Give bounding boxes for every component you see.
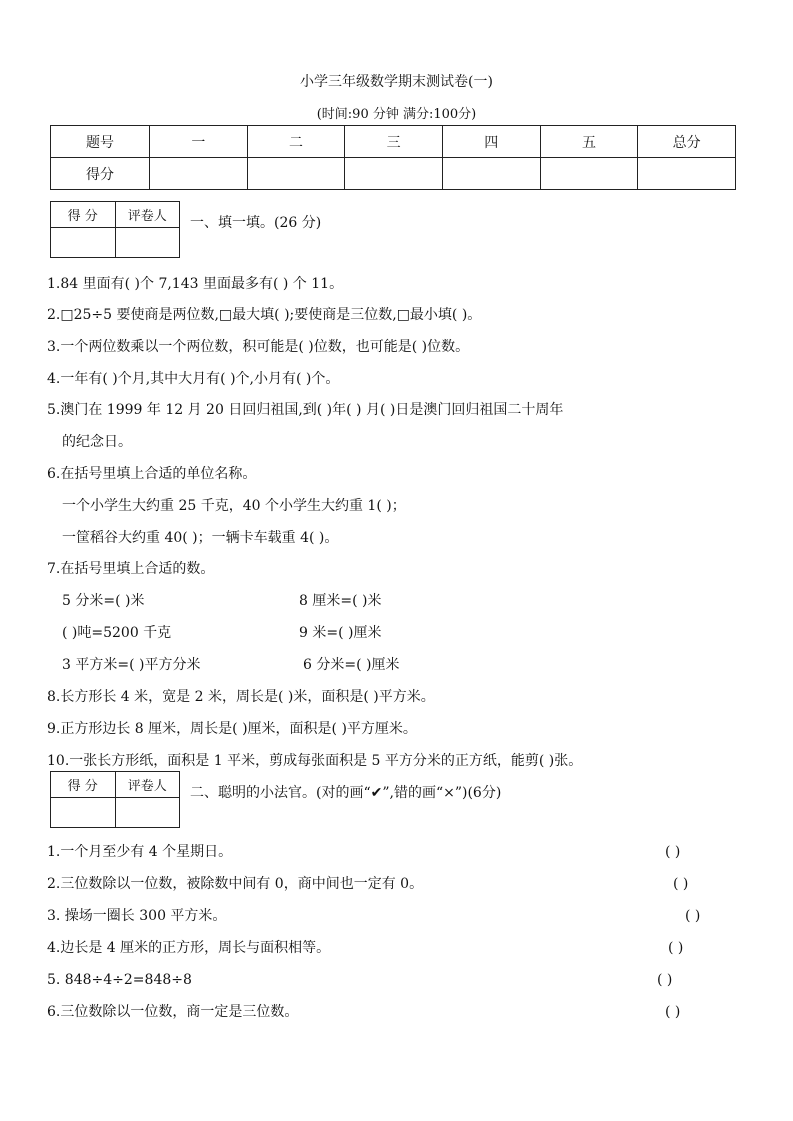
grader-name-label: 评卷人 bbox=[115, 202, 180, 228]
section-2-title: 二、聪明的小法官。(对的画“✔”,错的画“×”)(6分) bbox=[190, 785, 502, 801]
question-line: 2.□25÷5 要使商是两位数,□最大填( );要使商是三位数,□最小填( )。 bbox=[47, 307, 482, 323]
score-cell[interactable] bbox=[638, 158, 736, 190]
question-line: 一个小学生大约重 25 千克，40 个小学生大约重 1( )； bbox=[62, 498, 406, 514]
score-cell[interactable] bbox=[345, 158, 443, 190]
answer-paren[interactable]: ( ) bbox=[657, 972, 673, 988]
score-table-header: 一 bbox=[150, 126, 248, 158]
judge-item: 6.三位数除以一位数，商一定是三位数。 bbox=[47, 1004, 299, 1020]
grader-box-2 bbox=[50, 771, 180, 828]
judge-item: 1.一个月至少有 4 个星期日。 bbox=[47, 844, 233, 860]
score-table-header: 总分 bbox=[638, 126, 736, 158]
score-cell[interactable] bbox=[540, 158, 638, 190]
question-line: 4.一年有( )个月,其中大月有( )个,小月有( )个。 bbox=[47, 371, 340, 387]
question-line: 一筐稻谷大约重 40( )；一辆卡车载重 4( )。 bbox=[62, 530, 339, 546]
grader-name-cell[interactable] bbox=[115, 798, 180, 828]
page-title: 小学三年级数学期末测试卷(一) bbox=[300, 74, 493, 90]
question-line: 9.正方形边长 8 厘米，周长是( )厘米，面积是( )平方厘米。 bbox=[47, 721, 417, 737]
score-table-header-row bbox=[51, 126, 736, 158]
judge-item: 2.三位数除以一位数，被除数中间有 0，商中间也一定有 0。 bbox=[47, 876, 424, 892]
question-line: 1.84 里面有( )个 7,143 里面最多有( ) 个 11。 bbox=[47, 276, 344, 292]
judge-item: 4.边长是 4 厘米的正方形，周长与面积相等。 bbox=[47, 940, 331, 956]
score-table-header: 四 bbox=[442, 126, 540, 158]
judge-item: 5. 848÷4÷2=848÷8 bbox=[47, 972, 192, 988]
grader-score-label: 得 分 bbox=[51, 772, 116, 798]
answer-paren[interactable]: ( ) bbox=[668, 940, 684, 956]
conversion-item: 3 平方米=( )平方分米 bbox=[62, 657, 201, 673]
grader-name-cell[interactable] bbox=[115, 228, 180, 258]
judge-item: 3. 操场一圈长 300 平方米。 bbox=[47, 908, 227, 924]
score-table-header: 三 bbox=[345, 126, 443, 158]
score-table-header: 二 bbox=[247, 126, 345, 158]
question-line: 6.在括号里填上合适的单位名称。 bbox=[47, 466, 257, 482]
score-table-header: 题号 bbox=[51, 126, 150, 158]
grader-score-cell[interactable] bbox=[51, 798, 116, 828]
score-cell[interactable] bbox=[442, 158, 540, 190]
conversion-item: 8 厘米=( )米 bbox=[299, 593, 382, 609]
question-line: 8.长方形长 4 米，宽是 2 米，周长是( )米，面积是( )平方米。 bbox=[47, 689, 435, 705]
grader-score-label: 得 分 bbox=[51, 202, 116, 228]
score-table-row bbox=[51, 158, 736, 190]
score-cell[interactable] bbox=[150, 158, 248, 190]
grader-box-1 bbox=[50, 201, 180, 258]
conversion-item: 9 米=( )厘米 bbox=[299, 625, 382, 641]
grader-name-label: 评卷人 bbox=[115, 772, 180, 798]
question-line: 10.一张长方形纸，面积是 1 平米，剪成每张面积是 5 平方分米的正方纸，能剪( )张。 bbox=[47, 753, 583, 769]
answer-paren[interactable]: ( ) bbox=[673, 876, 689, 892]
grader-score-cell[interactable] bbox=[51, 228, 116, 258]
question-line: 7.在括号里填上合适的数。 bbox=[47, 561, 215, 577]
answer-paren[interactable]: ( ) bbox=[665, 1004, 681, 1020]
question-line: 5.澳门在 1999 年 12 月 20 日回归祖国,到( )年( ) 月( )日是澳门回归祖国二十周年 bbox=[47, 402, 564, 418]
page-subtitle: (时间:90 分钟 满分:100分) bbox=[316, 107, 477, 122]
score-row-label: 得分 bbox=[51, 158, 150, 190]
conversion-item: 5 分米=( )米 bbox=[62, 593, 145, 609]
answer-paren[interactable]: ( ) bbox=[665, 844, 681, 860]
answer-paren[interactable]: ( ) bbox=[685, 908, 701, 924]
conversion-item: 6 分米=( )厘米 bbox=[303, 657, 400, 673]
score-table bbox=[50, 125, 736, 190]
conversion-item: ( )吨=5200 千克 bbox=[62, 625, 172, 641]
question-line: 3.一个两位数乘以一个两位数，积可能是( )位数，也可能是( )位数。 bbox=[47, 339, 470, 355]
score-cell[interactable] bbox=[247, 158, 345, 190]
score-table-header: 五 bbox=[540, 126, 638, 158]
question-line: 的纪念日。 bbox=[62, 434, 132, 450]
section-1-title: 一、填一填。(26 分) bbox=[190, 215, 322, 231]
